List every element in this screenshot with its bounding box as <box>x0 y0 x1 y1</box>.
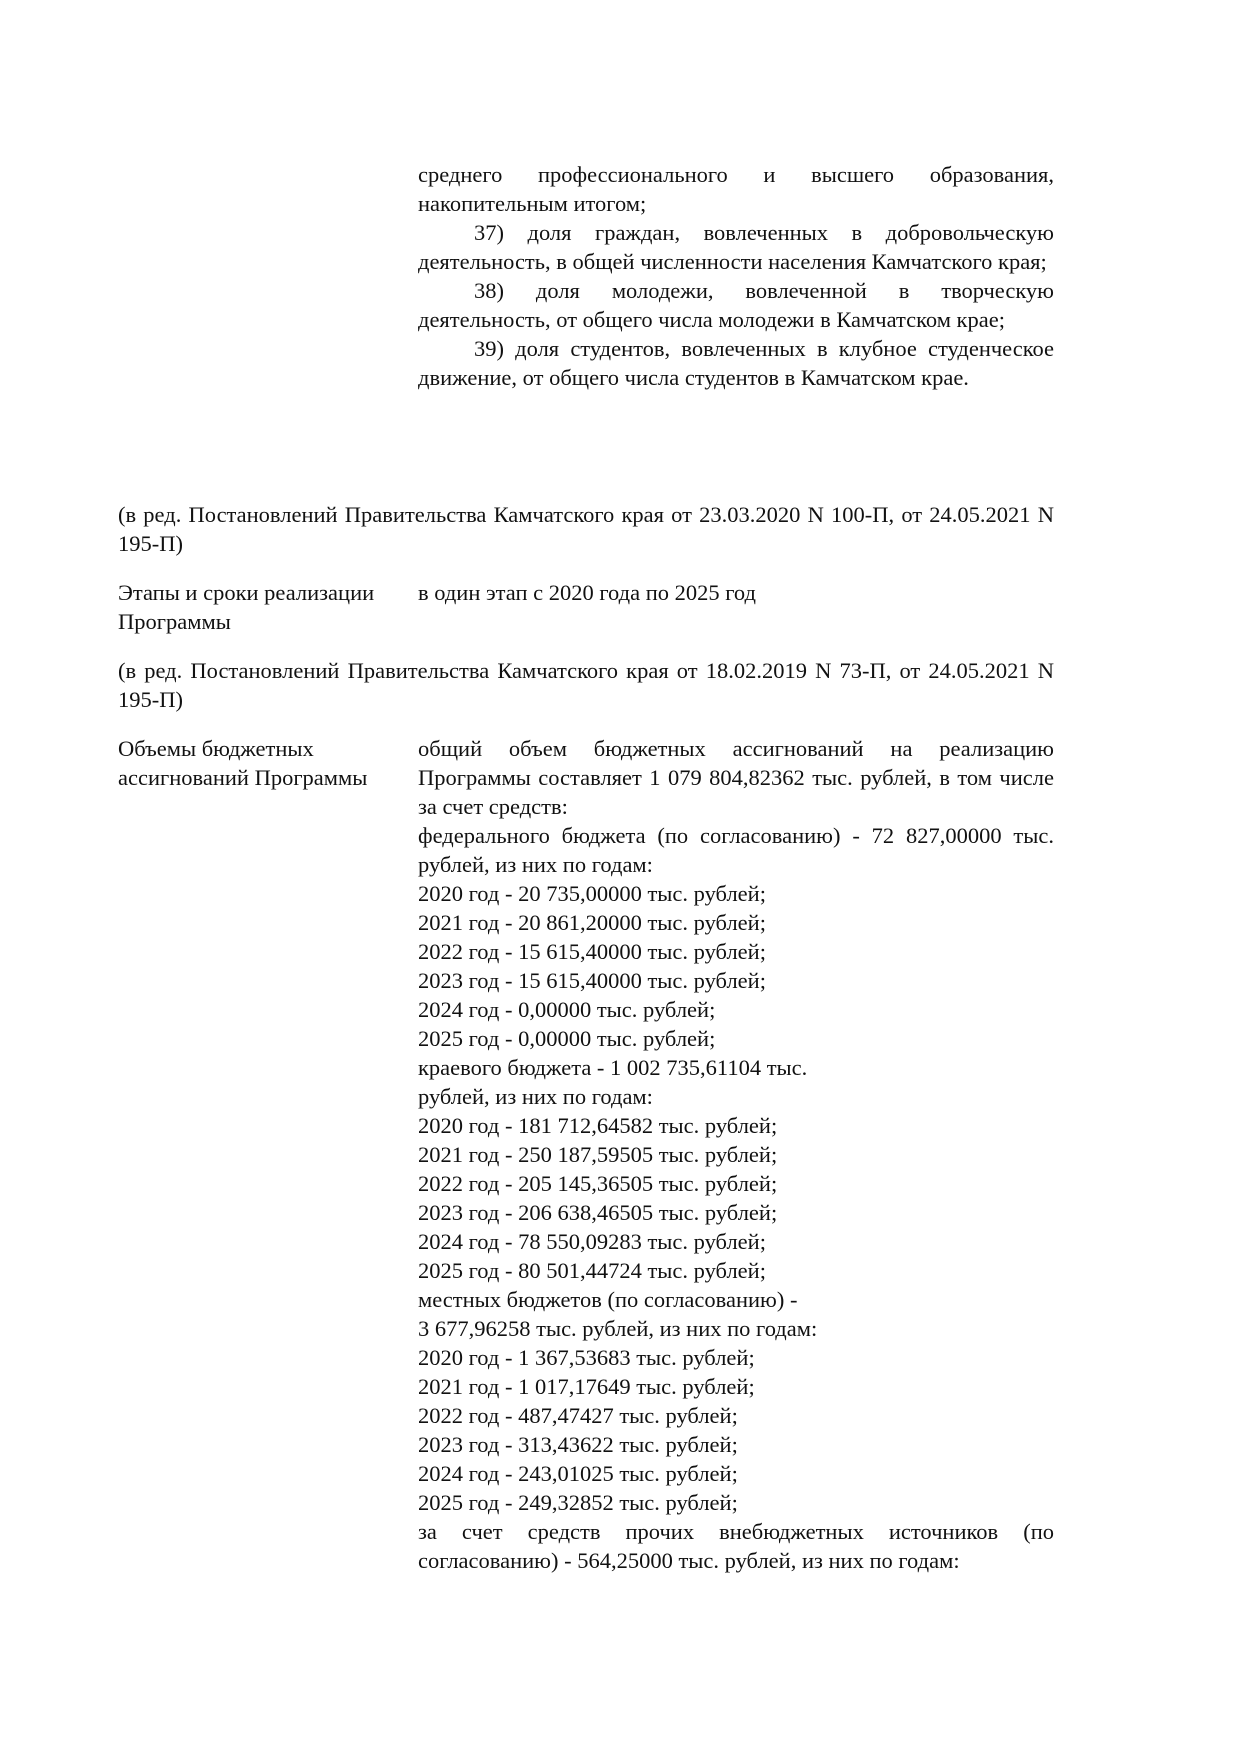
regional-budget-header-cont: рублей, из них по годам: <box>418 1084 653 1109</box>
federal-year-2020: 2020 год - 20 735,00000 тыс. рублей; <box>418 881 766 906</box>
regional-year-2025: 2025 год - 80 501,44724 тыс. рублей; <box>418 1258 766 1283</box>
amendment-note-1: (в ред. Постановлений Правительства Камчатского края от 23.03.2020 N 100-П, от 24.05.2021 N 195-П) <box>118 502 1054 556</box>
local-budget-header: местных бюджетов (по согласованию) - <box>418 1287 798 1312</box>
regional-year-2021: 2021 год - 250 187,59505 тыс. рублей; <box>418 1142 778 1167</box>
indicator-item-38: 38) доля молодежи, вовлеченной в творческую деятельность, от общего числа молодежи в Камчатском крае; <box>418 278 1054 332</box>
local-year-2021: 2021 год - 1 017,17649 тыс. рублей; <box>418 1374 755 1399</box>
local-year-2022: 2022 год - 487,47427 тыс. рублей; <box>418 1403 738 1428</box>
budget-details <box>418 734 1054 1575</box>
federal-year-2021: 2021 год - 20 861,20000 тыс. рублей; <box>418 910 766 935</box>
budget-label: Объемы бюджетных ассигнований Программы <box>118 736 368 790</box>
regional-year-2022: 2022 год - 205 145,36505 тыс. рублей; <box>418 1171 778 1196</box>
federal-year-2024: 2024 год - 0,00000 тыс. рублей; <box>418 997 716 1022</box>
budget-total: общий объем бюджетных ассигнований на реализацию Программы составляет 1 079 804,82362 тыс. рублей, в том числе за счет средств: <box>418 736 1054 819</box>
indicator-intro-tail: среднего профессионального и высшего образования, накопительным итогом; <box>418 162 1054 216</box>
regional-budget-header: краевого бюджета - 1 002 735,61104 тыс. <box>418 1055 808 1080</box>
federal-year-2023: 2023 год - 15 615,40000 тыс. рублей; <box>418 968 766 993</box>
federal-year-2025: 2025 год - 0,00000 тыс. рублей; <box>418 1026 716 1051</box>
local-year-2023: 2023 год - 313,43622 тыс. рублей; <box>418 1432 738 1457</box>
indicator-item-37: 37) доля граждан, вовлеченных в добровольческую деятельность, в общей численности населения Камчатского края; <box>418 220 1054 274</box>
local-budget-header-cont: 3 677,96258 тыс. рублей, из них по годам: <box>418 1316 818 1341</box>
local-year-2025: 2025 год - 249,32852 тыс. рублей; <box>418 1490 738 1515</box>
federal-budget-header: федерального бюджета (по согласованию) - 72 827,00000 тыс. рублей, из них по годам: <box>418 823 1054 877</box>
stages-label: Этапы и сроки реализации Программы <box>118 580 375 634</box>
amendment-note-2: (в ред. Постановлений Правительства Камчатского края от 18.02.2019 N 73-П, от 24.05.2021 N 195-П) <box>118 658 1054 712</box>
local-year-2024: 2024 год - 243,01025 тыс. рублей; <box>418 1461 738 1486</box>
extrabudgetary-header: за счет средств прочих внебюджетных источников (по согласованию) - 564,25000 тыс. рублей, из них по годам: <box>418 1519 1054 1573</box>
indicators-list <box>418 160 1054 392</box>
federal-year-2022: 2022 год - 15 615,40000 тыс. рублей; <box>418 939 766 964</box>
stages-value: в один этап с 2020 года по 2025 год <box>418 580 756 605</box>
regional-year-2024: 2024 год - 78 550,09283 тыс. рублей; <box>418 1229 766 1254</box>
indicator-item-39: 39) доля студентов, вовлеченных в клубное студенческое движение, от общего числа студентов в Камчатском крае. <box>418 336 1055 390</box>
local-year-2020: 2020 год - 1 367,53683 тыс. рублей; <box>418 1345 755 1370</box>
regional-year-2023: 2023 год - 206 638,46505 тыс. рублей; <box>418 1200 778 1225</box>
regional-year-2020: 2020 год - 181 712,64582 тыс. рублей; <box>418 1113 778 1138</box>
